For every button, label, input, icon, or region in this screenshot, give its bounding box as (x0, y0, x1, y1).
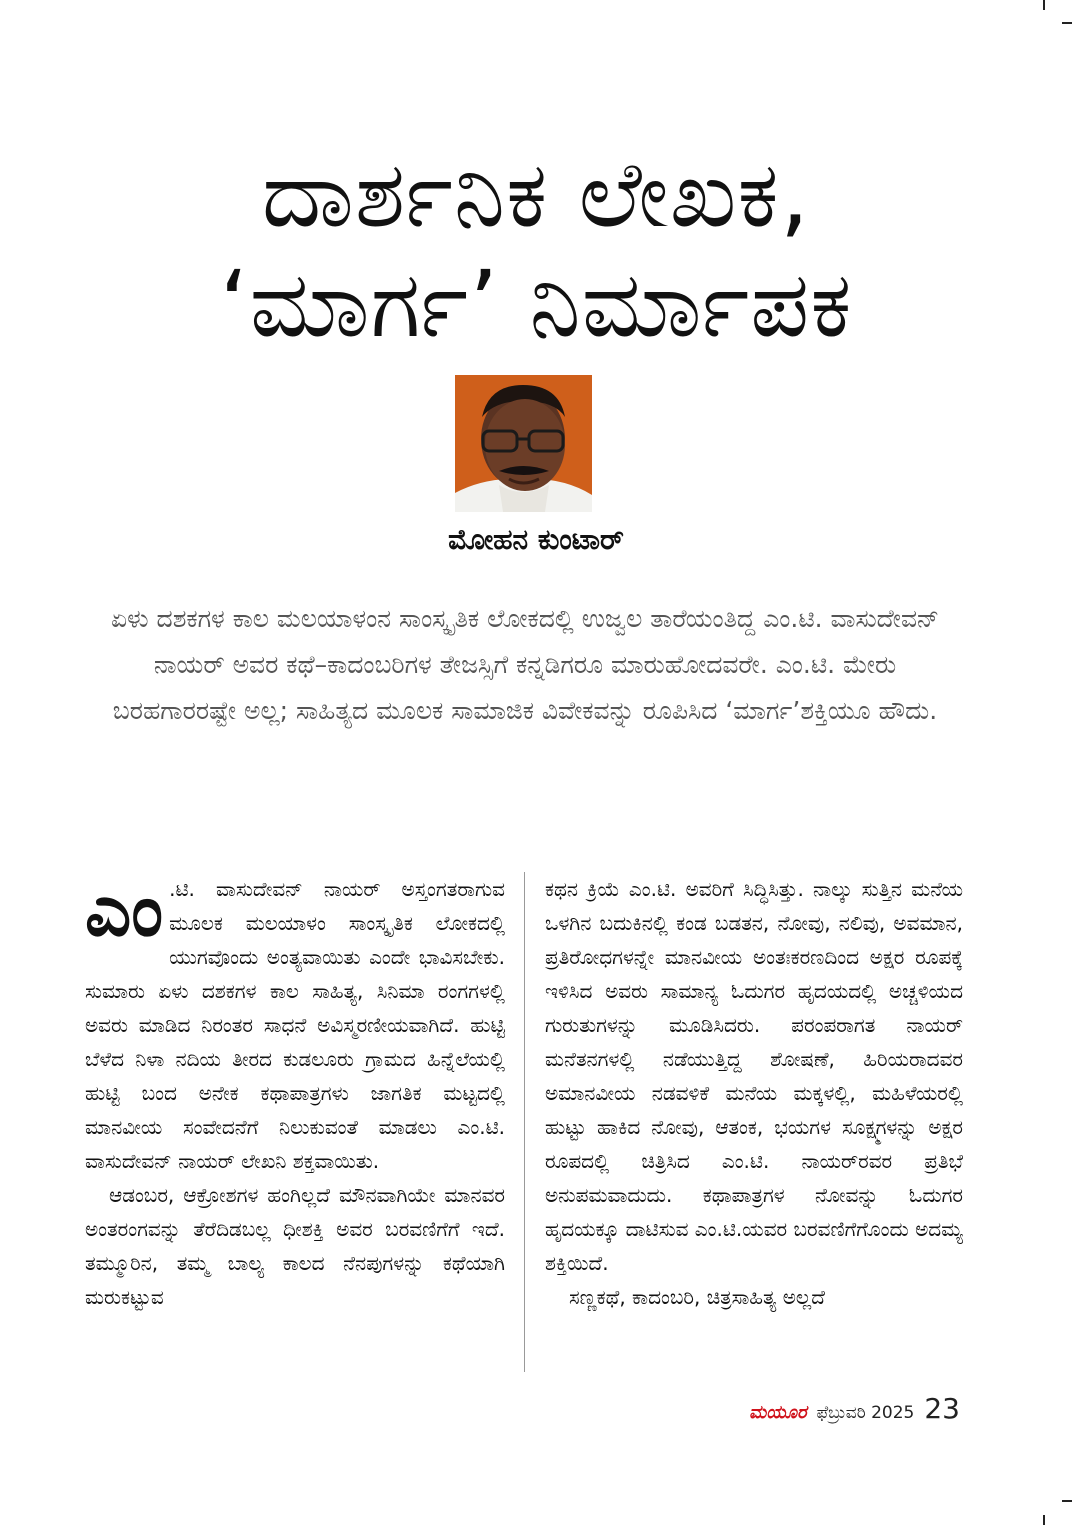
crop-mark (1062, 1500, 1072, 1502)
page-footer (749, 1392, 960, 1428)
headline (60, 140, 1012, 360)
drop-cap: ಎಂ (85, 868, 162, 952)
crop-mark (1062, 22, 1072, 24)
author-photo (455, 375, 592, 512)
paragraph-text: .ಟಿ. ವಾಸುದೇವನ್ ನಾಯರ್ ಅಸ್ತಂಗತರಾಗುವ ಮೂಲಕ ಮಲಯಾಳಂ ಸಾಂಸ್ಕೃತಿಕ ಲೋಕದಲ್ಲಿ ಯುಗವೊಂದು ಅಂತ್ಯವಾಯಿತು ಎಂದೇ ಭಾವಿಸಬೇಕು. ಸುಮಾರು ಏಳು ದಶಕಗಳ ಕಾಲ ಸಾಹಿತ್ಯ, ಸಿನಿಮಾ ರಂಗಗಳಲ್ಲಿ ಅವರು ಮಾಡಿದ ನಿರಂತರ ಸಾಧನೆ ಅವಿಸ್ಮರಣೀಯವಾಗಿದೆ. ಹುಟ್ಟಿ ಬೆಳೆದ ನಿಳಾ ನದಿಯ ತೀರದ ಕುಡಲೂರು ಗ್ರಾಮದ ಹಿನ್ನೆಲೆಯಲ್ಲಿ ಹುಟ್ಟಿ ಬಂದ ಅನೇಕ ಕಥಾಪಾತ್ರಗಳು ಜಾಗತಿಕ ಮಟ್ಟದಲ್ಲಿ ಮಾನವೀಯ ಸಂವೇದನೆಗೆ ನಿಲುಕುವಂತೆ ಮಾಡಲು ಎಂ.ಟಿ. ವಾಸುದೇವನ್ ನಾಯರ್ ಲೇಖನಿ ಶಕ್ತವಾಯಿತು. (85, 877, 505, 1173)
author-portrait-illustration (455, 375, 592, 512)
author-name: ಮೋಹನ ಕುಂಟಾರ್ (448, 523, 624, 556)
magazine-logo: ಮಯೂರ (749, 1402, 807, 1423)
article-paragraph: ಕಥನ ಕ್ರಿಯೆ ಎಂ.ಟಿ. ಅವರಿಗೆ ಸಿದ್ಧಿಸಿತ್ತು. ನಾಲ್ಕು ಸುತ್ತಿನ ಮನೆಯ ಒಳಗಿನ ಬದುಕಿನಲ್ಲಿ ಕಂಡ ಬಡತನ, ನೋವು, ನಲಿವು, ಅವಮಾನ, ಪ್ರತಿರೋಧಗಳನ್ನೇ ಮಾನವೀಯ ಅಂತಃಕರಣದಿಂದ ಅಕ್ಷರ ರೂಪಕ್ಕೆ ಇಳಿಸಿದ ಅವರು ಸಾಮಾನ್ಯ ಓದುಗರ ಹೃದಯದಲ್ಲಿ ಅಚ್ಚಳಿಯದ ಗುರುತುಗಳನ್ನು ಮೂಡಿಸಿದರು. ಪರಂಪರಾಗತ ನಾಯರ್ ಮನೆತನಗಳಲ್ಲಿ ನಡೆಯುತ್ತಿದ್ದ ಶೋಷಣೆ, ಹಿರಿಯರಾದವರ ಅಮಾನವೀಯ ನಡವಳಿಕೆ ಮನೆಯ ಮಕ್ಕಳಲ್ಲಿ, ಮಹಿಳೆಯರಲ್ಲಿ ಹುಟ್ಟು ಹಾಕಿದ ನೋವು, ಆತಂಕ, ಭಯಗಳ ಸೂಕ್ಷ್ಮಗಳನ್ನು ಅಕ್ಷರ ರೂಪದಲ್ಲಿ ಚಿತ್ರಿಸಿದ ಎಂ.ಟಿ. ನಾಯರ್‌ರವರ ಪ್ರತಿಭೆ ಅನುಪಮವಾದುದು. ಕಥಾಪಾತ್ರಗಳ ನೋವನ್ನು ಓದುಗರ ಹೃದಯಕ್ಕೂ ದಾಟಿಸುವ ಎಂ.ಟಿ.ಯವರ ಬರವಣಿಗೆಗೊಂದು ಅದಮ್ಯ ಶಕ್ತಿಯಿದೆ. (545, 877, 963, 1275)
page-number: 23 (924, 1392, 960, 1425)
headline-line-2: ‘ಮಾರ್ಗ’ ನಿರ್ಮಾಪಕ (219, 251, 853, 358)
article-paragraph: ಆಡಂಬರ, ಆಕ್ರೋಶಗಳ ಹಂಗಿಲ್ಲದೆ ಮೌನವಾಗಿಯೇ ಮಾನವರ ಅಂತರಂಗವನ್ನು ತೆರೆದಿಡಬಲ್ಲ ಧೀಶಕ್ತಿ ಅವರ ಬರವಣಿಗೆಗೆ ಇದೆ. ತಮ್ಮೂರಿನ, ತಮ್ಮ ಬಾಲ್ಯ ಕಾಲದ ನೆನಪುಗಳನ್ನು ಕಥೆಯಾಗಿ ಮರುಕಟ್ಟುವ (85, 1183, 505, 1309)
article-column-left (85, 868, 505, 1314)
crop-mark (1043, 1515, 1045, 1525)
crop-mark (1043, 0, 1045, 10)
headline-line-1: ದಾರ್ಶನಿಕ ಲೇಖಕ, (261, 141, 811, 248)
article-paragraph: ಸಣ್ಣಕಥೆ, ಕಾದಂಬರಿ, ಚಿತ್ರಸಾಹಿತ್ಯ ಅಲ್ಲದೆ (569, 1285, 825, 1309)
issue-date: ಫೆಬ್ರುವರಿ 2025 (816, 1403, 915, 1423)
intro-summary: ಏಳು ದಶಕಗಳ ಕಾಲ ಮಲಯಾಳಂನ ಸಾಂಸ್ಕೃತಿಕ ಲೋಕದಲ್ಲಿ ಉಜ್ವಲ ತಾರೆಯಂತಿದ್ದ ಎಂ.ಟಿ. ವಾಸುದೇವನ್ ನಾಯರ್ ಅವರ ಕಥೆ–ಕಾದಂಬರಿಗಳ ತೇಜಸ್ಸಿಗೆ ಕನ್ನಡಿಗರೂ ಮಾರುಹೋದವರೇ. ಎಂ.ಟಿ. ಮೇರು ಬರಹಗಾರರಷ್ಟೇ ಅಲ್ಲ; ಸಾಹಿತ್ಯದ ಮೂಲಕ ಸಾಮಾಜಿಕ ವಿವೇಕವನ್ನು ರೂಪಿಸಿದ ‘ಮಾರ್ಗ’ಶಕ್ತಿಯೂ ಹೌದು. (110, 604, 940, 725)
article-paragraph (85, 868, 505, 1178)
column-divider (524, 872, 525, 1372)
article-column-right (545, 872, 963, 1314)
